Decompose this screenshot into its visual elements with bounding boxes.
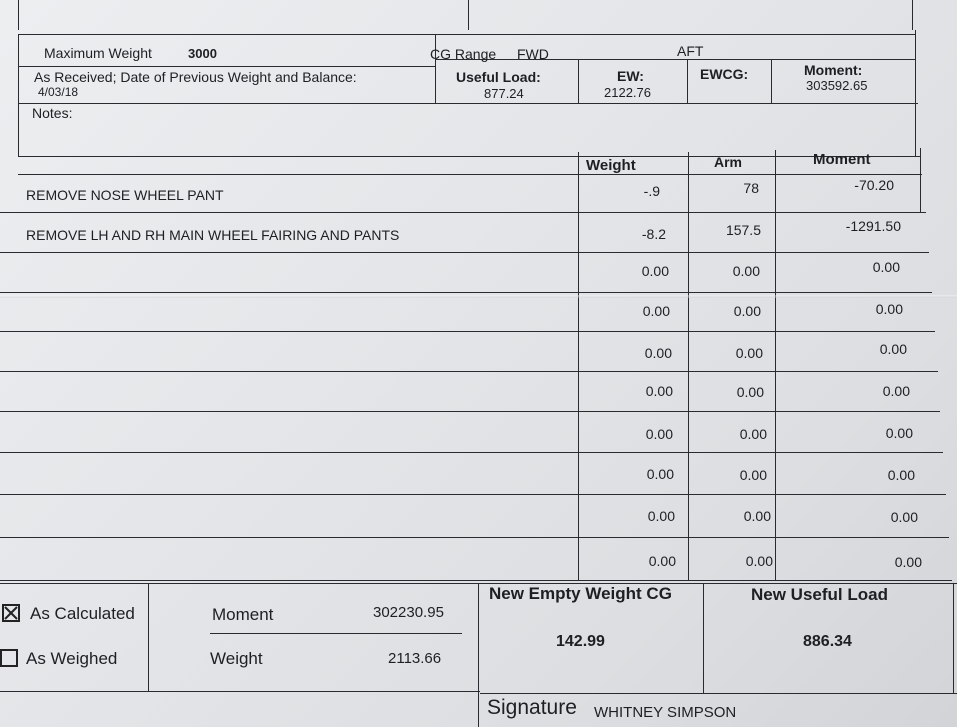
header-top-line bbox=[18, 34, 915, 35]
row-weight: 0.00 bbox=[645, 383, 673, 399]
signature-label: Signature bbox=[487, 696, 577, 719]
row-moment: -70.20 bbox=[854, 177, 894, 193]
ew-label: EW: bbox=[617, 68, 644, 84]
new-ewcg-value: 142.99 bbox=[556, 633, 605, 650]
previous-date: 4/03/18 bbox=[38, 85, 79, 99]
frame-line bbox=[468, 0, 469, 30]
frame-line bbox=[915, 30, 916, 156]
frame-line bbox=[687, 59, 688, 103]
frame-line bbox=[18, 34, 19, 156]
row-weight: 0.00 bbox=[646, 466, 674, 482]
row-weight: 0.00 bbox=[644, 345, 672, 361]
moment-value: 303592.65 bbox=[806, 78, 868, 93]
row-arm: 0.00 bbox=[739, 467, 767, 483]
row-moment: 0.00 bbox=[894, 554, 922, 570]
as-calculated-label: As Calculated bbox=[30, 604, 135, 623]
col-line bbox=[478, 583, 479, 727]
frame-line bbox=[771, 59, 772, 103]
row-arm: 78 bbox=[743, 180, 759, 196]
row-line bbox=[0, 411, 940, 412]
col-line bbox=[148, 583, 149, 691]
cg-fwd-label: FWD bbox=[517, 46, 549, 62]
row-arm: 0.00 bbox=[735, 345, 763, 361]
col-header-arm: Arm bbox=[714, 154, 743, 170]
col-header-weight: Weight bbox=[586, 157, 636, 174]
summary-weight-value: 2113.66 bbox=[388, 650, 442, 667]
signature-name: WHITNEY SIMPSON bbox=[594, 704, 737, 721]
paper-crease bbox=[0, 295, 957, 298]
as-weighed-checkbox[interactable] bbox=[0, 649, 18, 667]
summary-moment-value: 302230.95 bbox=[373, 604, 444, 621]
row-weight: 0.00 bbox=[642, 303, 670, 319]
frame-line bbox=[578, 59, 579, 103]
new-useful-load-value: 886.34 bbox=[803, 633, 852, 650]
row-weight: 0.00 bbox=[645, 426, 673, 442]
row-moment: 0.00 bbox=[879, 341, 907, 357]
row-line bbox=[0, 252, 929, 253]
row-arm: 0.00 bbox=[733, 303, 761, 319]
row-weight: -.9 bbox=[643, 183, 660, 199]
col-line bbox=[953, 583, 954, 693]
as-received-label: As Received; Date of Previous Weight and Balance: bbox=[34, 69, 357, 85]
summary-weight-label: Weight bbox=[210, 649, 263, 668]
frame-line bbox=[435, 34, 436, 103]
cg-range-label: CG Range bbox=[430, 46, 497, 62]
max-weight-label: Maximum Weight bbox=[44, 45, 152, 61]
col-line bbox=[920, 148, 921, 212]
row-line bbox=[0, 452, 943, 453]
row-moment: 0.00 bbox=[890, 509, 918, 525]
frame-line bbox=[18, 0, 19, 30]
cg-aft-label: AFT bbox=[677, 43, 704, 59]
col-header-moment: Moment bbox=[813, 151, 871, 168]
header-bottom-line bbox=[18, 103, 918, 104]
notes-label: Notes: bbox=[32, 105, 73, 121]
row-line bbox=[0, 371, 938, 372]
row-arm: 0.00 bbox=[743, 508, 771, 524]
frame-line bbox=[912, 0, 913, 30]
row-weight: -8.2 bbox=[641, 226, 666, 242]
row-moment: 0.00 bbox=[872, 259, 900, 275]
new-useful-load-label: New Useful Load bbox=[751, 585, 888, 604]
summary-moment-label: Moment bbox=[212, 605, 274, 624]
header-left-line bbox=[18, 66, 436, 67]
row-arm: 0.00 bbox=[736, 384, 764, 400]
useful-load-label: Useful Load: bbox=[456, 69, 541, 85]
row-weight: 0.00 bbox=[648, 553, 676, 569]
summary-bottom-line bbox=[0, 691, 480, 692]
row-line bbox=[0, 580, 952, 581]
row-line bbox=[0, 292, 932, 293]
row-arm: 0.00 bbox=[739, 426, 767, 442]
row-line bbox=[0, 494, 946, 495]
check-x-icon bbox=[4, 606, 18, 620]
col-line bbox=[688, 152, 689, 580]
header-mid-line bbox=[435, 59, 915, 60]
useful-load-value: 877.24 bbox=[484, 86, 524, 101]
as-calculated-checkbox[interactable] bbox=[2, 604, 20, 622]
row-weight: 0.00 bbox=[641, 263, 669, 279]
row-line bbox=[0, 212, 926, 213]
new-ewcg-label: New Empty Weight CG bbox=[489, 584, 672, 603]
row-description: REMOVE LH AND RH MAIN WHEEL FAIRING AND PANTS bbox=[26, 227, 400, 243]
row-moment: 0.00 bbox=[882, 383, 910, 399]
col-line bbox=[578, 152, 579, 580]
as-weighed-label: As Weighed bbox=[26, 649, 118, 668]
row-moment: -1291.50 bbox=[845, 218, 901, 234]
row-line bbox=[0, 331, 935, 332]
ew-value: 2122.76 bbox=[604, 85, 651, 100]
row-description: REMOVE NOSE WHEEL PANT bbox=[26, 187, 224, 203]
row-moment: 0.00 bbox=[885, 425, 913, 441]
moment-underline bbox=[210, 633, 462, 634]
table-header-line bbox=[18, 174, 922, 175]
summary-bottom-line bbox=[480, 693, 957, 694]
row-arm: 0.00 bbox=[732, 263, 760, 279]
moment-label: Moment: bbox=[804, 62, 863, 78]
row-arm: 0.00 bbox=[745, 553, 773, 569]
table-top-line bbox=[18, 156, 920, 157]
max-weight-value: 3000 bbox=[188, 46, 217, 61]
row-moment: 0.00 bbox=[875, 301, 903, 317]
ewcg-label: EWCG: bbox=[700, 66, 749, 82]
row-line bbox=[0, 537, 949, 538]
col-line bbox=[703, 583, 704, 693]
row-moment: 0.00 bbox=[887, 467, 915, 483]
col-line bbox=[775, 150, 776, 580]
row-weight: 0.00 bbox=[647, 508, 675, 524]
row-arm: 157.5 bbox=[725, 222, 761, 238]
